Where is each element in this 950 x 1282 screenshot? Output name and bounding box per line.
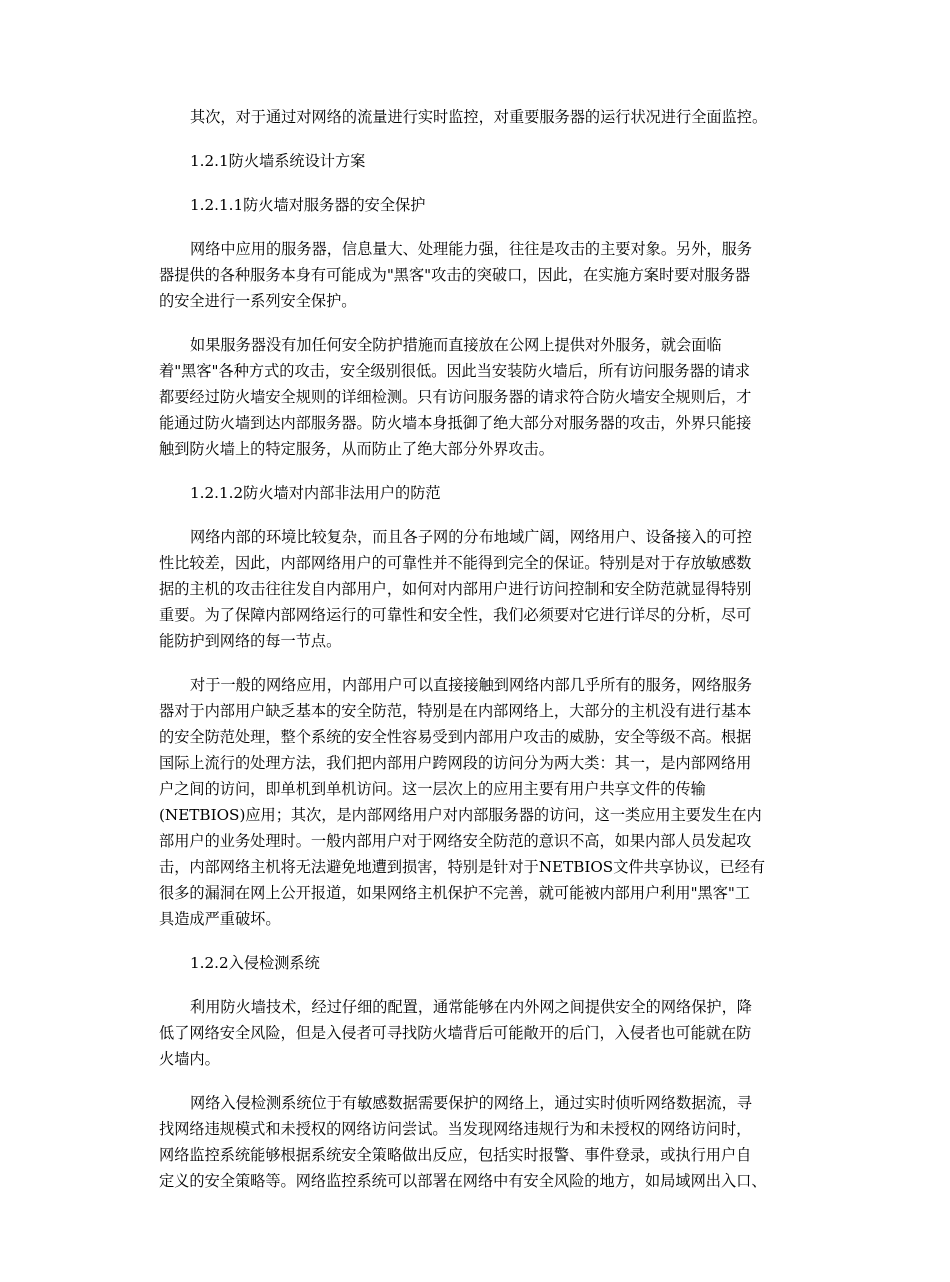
paragraph-intro: 其次，对于通过对网络的流量进行实时监控，对重要服务器的运行状况进行全面监控。	[190, 108, 768, 126]
text-line: 性比较差，因此，内部网络用户的可靠性并不能得到完全的保证。特别是对于存放敏感数	[159, 554, 752, 572]
text-line: 低了网络安全风险，但是入侵者可寻找防火墙背后可能敞开的后门，入侵者也可能就在防	[159, 1024, 752, 1042]
text-line: 具造成严重破坏。	[159, 910, 281, 928]
section-heading-1-2-1: 1.2.1防火墙系统设计方案	[190, 152, 366, 170]
paragraph-firewall-limits	[159, 994, 799, 1072]
paragraph-firewall-requests	[159, 332, 799, 462]
text-line: 能通过防火墙到达内部服务器。防火墙本身抵御了绝大部分对服务器的攻击，外界只能接	[159, 414, 752, 432]
text-line: 定义的安全策略等。网络监控系统可以部署在网络中有安全风险的地方，如局域网出入口、	[159, 1172, 767, 1190]
text-line: 部用户的业务处理时。一般内部用户对于网络安全防范的意识不高，如果内部人员发起攻	[159, 832, 752, 850]
text-line: 火墙内。	[159, 1050, 220, 1068]
paragraph-server-protection	[159, 236, 799, 314]
text-line: 利用防火墙技术，经过仔细的配置，通常能够在内外网之间提供安全的网络保护，降	[190, 998, 752, 1016]
text-line: 器提供的各种服务本身有可能成为"黑客"攻击的突破口，因此，在实施方案时要对服务器	[159, 266, 751, 284]
text-line: 据的主机的攻击往往发自内部用户，如何对内部用户进行访问控制和安全防范就显得特别	[159, 580, 752, 598]
text-line: 的安全进行一系列安全保护。	[159, 292, 357, 310]
text-line: 很多的漏洞在网上公开报道，如果网络主机保护不完善，就可能被内部用户利用"黑客"工	[159, 884, 751, 902]
text-line: 都要经过防火墙安全规则的详细检测。只有访问服务器的请求符合防火墙安全规则后，才	[159, 388, 752, 406]
text-line: 找网络违规模式和未授权的网络访问尝试。当发现网络违规行为和未授权的网络访问时，	[159, 1120, 752, 1138]
text-line: (NETBIOS)应用；其次，是内部网络用户对内部服务器的访问，这一类应用主要发生在内	[159, 806, 762, 824]
section-heading-1-2-1-1: 1.2.1.1防火墙对服务器的安全保护	[190, 196, 426, 214]
text-line: 如果服务器没有加任何安全防护措施而直接放在公网上提供对外服务，就会面临	[190, 336, 722, 354]
text-line: 网络内部的环境比较复杂，而且各子网的分布地域广阔，网络用户、设备接入的可控	[190, 528, 752, 546]
text-line: 户之间的访问，即单机到单机访问。这一层次上的应用主要有用户共享文件的传输	[159, 780, 706, 798]
text-line: 能防护到网络的每一节点。	[159, 632, 342, 650]
text-line: 触到防火墙上的特定服务，从而防止了绝大部分外界攻击。	[159, 440, 554, 458]
section-heading-1-2-2: 1.2.2入侵检测系统	[190, 954, 320, 972]
document-page	[159, 104, 799, 1194]
text-line: 击，内部网络主机将无法避免地遭到损害，特别是针对于NETBIOS文件共享协议，已经有	[159, 858, 766, 876]
text-line: 的安全防范处理，整个系统的安全性容易受到内部用户攻击的威胁，安全等级不高。根据	[159, 728, 752, 746]
text-line: 着"黑客"各种方式的攻击，安全级别很低。因此当安装防火墙后，所有访问服务器的请求	[159, 362, 751, 380]
text-line: 重要。为了保障内部网络运行的可靠性和安全性，我们必须要对它进行详尽的分析，尽可	[159, 606, 752, 624]
section-heading-1-2-1-2: 1.2.1.2防火墙对内部非法用户的防范	[190, 484, 441, 502]
paragraph-internal-users	[159, 672, 799, 932]
text-line: 国际上流行的处理方法，我们把内部用户跨网段的访问分为两大类：其一，是内部网络用	[159, 754, 752, 772]
text-line: 网络中应用的服务器，信息量大、处理能力强，往往是攻击的主要对象。另外，服务	[190, 240, 752, 258]
text-line: 网络监控系统能够根据系统安全策略做出反应，包括实时报警、事件登录，或执行用户自	[159, 1146, 752, 1164]
text-line: 器对于内部用户缺乏基本的安全防范，特别是在内部网络上，大部分的主机没有进行基本	[159, 702, 752, 720]
text-line: 对于一般的网络应用，内部用户可以直接接触到网络内部几乎所有的服务，网络服务	[190, 676, 752, 694]
paragraph-intrusion-detection	[159, 1090, 799, 1194]
text-line: 网络入侵检测系统位于有敏感数据需要保护的网络上，通过实时侦听网络数据流，寻	[190, 1094, 752, 1112]
paragraph-internal-environment	[159, 524, 799, 654]
